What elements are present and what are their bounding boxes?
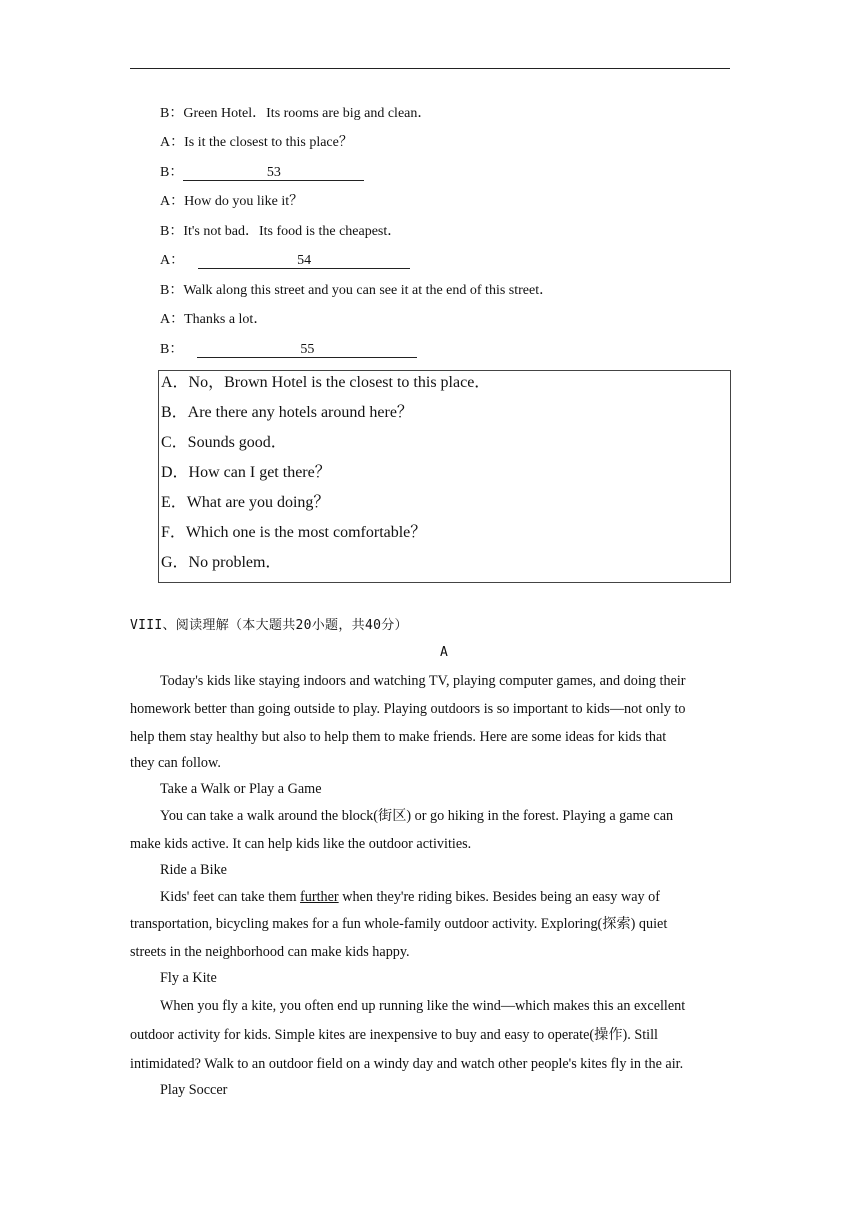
- option-a: A．No，Brown Hotel is the closest to this place．: [161, 374, 491, 391]
- option-b: B．Are there any hotels around here？: [161, 404, 413, 421]
- dialogue-line: B：Walk along this street and you can see it at the end of this street．: [160, 283, 554, 298]
- passage-line: streets in the neighborhood can make kids happy.: [130, 944, 410, 960]
- dialogue-line: B：It's not bad．Its food is the cheapest．: [160, 224, 402, 239]
- speaker-label: B：: [160, 165, 184, 180]
- dialogue-line: [160, 341, 417, 359]
- header-rule: [130, 68, 730, 69]
- subheading: Fly a Kite: [160, 970, 217, 986]
- option-d: D．How can I get there？: [161, 464, 331, 481]
- passage-line: they can follow.: [130, 755, 221, 771]
- passage-line: You can take a walk around the block(街区) or go hiking in the forest. Playing a game can: [160, 808, 674, 824]
- passage-line: help them stay healthy but also to help them to make friends. Here are some ideas for kids that: [130, 729, 667, 745]
- option-c: C．Sounds good．: [161, 434, 287, 451]
- option-f: F．Which one is the most comfortable？: [161, 524, 427, 541]
- answer-blank-55[interactable]: 55: [197, 342, 417, 358]
- passage-text: when they're riding bikes. Besides being an easy way of: [338, 889, 660, 905]
- passage-line: intimidated? Walk to an outdoor field on a windy day and watch other people's kites fly in the air.: [130, 1056, 684, 1072]
- passage-line: [160, 888, 660, 906]
- passage-text: Kids' feet can take them: [160, 889, 301, 905]
- passage-label: A: [440, 645, 448, 660]
- dialogue-line: [160, 252, 410, 270]
- passage-line: outdoor activity for kids. Simple kites are inexpensive to buy and easy to operate(操作). Still: [130, 1027, 658, 1043]
- passage-line: homework better than going outside to play. Playing outdoors is so important to kids—not only to: [130, 701, 686, 717]
- speaker-label: B：: [160, 342, 184, 357]
- dialogue-line: [160, 164, 364, 182]
- passage-line: When you fly a kite, you often end up running like the wind—which makes this an excellent: [160, 998, 686, 1014]
- passage-line: transportation, bicycling makes for a fun whole-family outdoor activity. Exploring(探索) quiet: [130, 916, 668, 932]
- option-e: E．What are you doing？: [161, 494, 330, 511]
- subheading: Take a Walk or Play a Game: [160, 781, 322, 797]
- subheading: Play Soccer: [160, 1082, 228, 1098]
- dialogue-line: A：Is it the closest to this place？: [160, 135, 353, 150]
- speaker-label: A：: [160, 253, 185, 268]
- passage-line: Today's kids like staying indoors and watching TV, playing computer games, and doing their: [160, 673, 686, 689]
- passage-line: make kids active. It can help kids like the outdoor activities.: [130, 836, 472, 852]
- answer-blank-53[interactable]: 53: [183, 165, 364, 181]
- options-box: [158, 370, 731, 583]
- dialogue-line: B：Green Hotel．Its rooms are big and clean．: [160, 106, 432, 121]
- dialogue-line: A：Thanks a lot．: [160, 312, 268, 327]
- subheading: Ride a Bike: [160, 862, 227, 878]
- option-g: G．No problem．: [161, 554, 282, 571]
- underlined-word: further: [300, 889, 339, 905]
- dialogue-line: A：How do you like it？: [160, 194, 304, 209]
- section-title: VIII、阅读理解（本大题共20小题，共40分）: [130, 618, 408, 633]
- answer-blank-54[interactable]: 54: [198, 253, 410, 269]
